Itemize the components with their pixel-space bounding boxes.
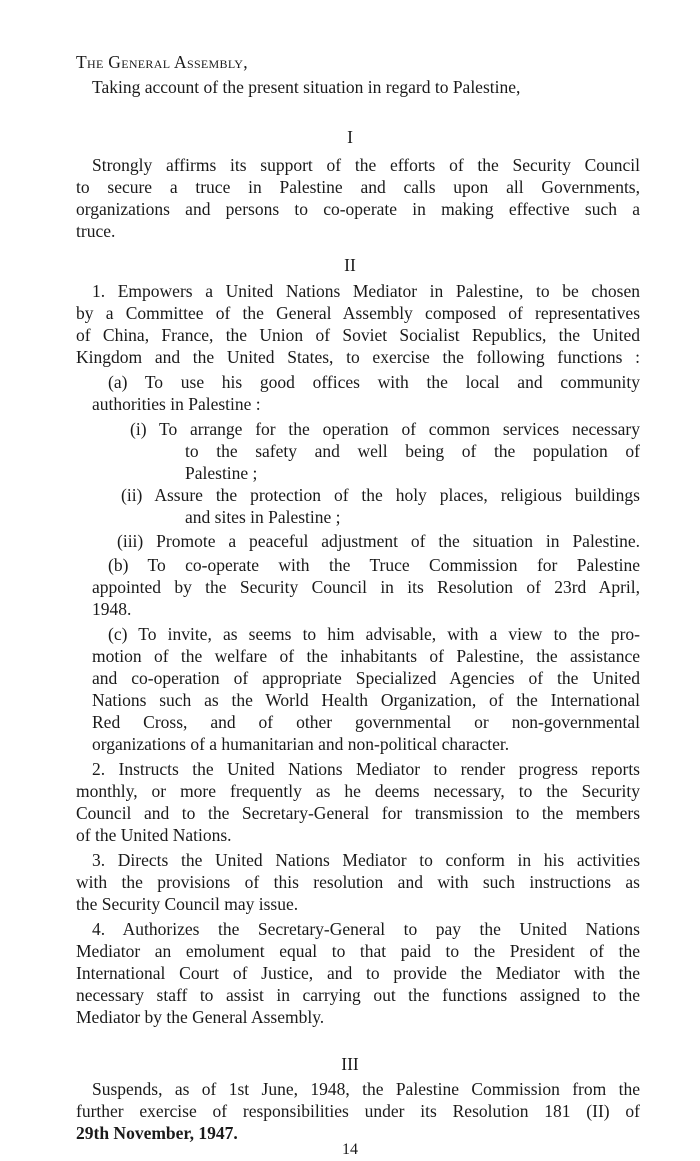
section3-line: 29th November, 1947. bbox=[76, 1123, 238, 1143]
subclause-i-line: to the safety and well being of the population of bbox=[185, 441, 640, 461]
clause-c-line: organizations of a humanitarian and non-political character. bbox=[92, 734, 510, 754]
section-numeral-2: II bbox=[344, 255, 356, 275]
para3-line: the Security Council may issue. bbox=[76, 894, 299, 914]
preamble: Taking account of the present situation in regard to Palestine, bbox=[92, 77, 521, 97]
page-number: 14 bbox=[342, 1141, 358, 1158]
clause-c-line: Nations such as the World Health Organization, of the International bbox=[92, 690, 640, 710]
clause-b-line: appointed by the Security Council in its Resolution of 23rd April, bbox=[92, 577, 640, 597]
section1-line: organizations and persons to co-operate in making effective such a bbox=[76, 199, 640, 219]
para4-line: Mediator by the General Assembly. bbox=[76, 1007, 325, 1027]
para1-line: Kingdom and the United States, to exercise the following functions : bbox=[76, 347, 640, 367]
section1-line: Strongly affirms its support of the efforts of the Security Council bbox=[92, 155, 640, 175]
clause-c-line: and co-operation of appropriate Specialized Agencies of the United bbox=[92, 668, 640, 688]
para1-line: 1. Empowers a United Nations Mediator in Palestine, to be chosen bbox=[92, 281, 640, 301]
para4-line: International Court of Justice, and to provide the Mediator with the bbox=[76, 963, 640, 983]
clause-b-line: 1948. bbox=[92, 599, 132, 619]
para3-line: 3. Directs the United Nations Mediator to conform in his activities bbox=[92, 850, 640, 870]
subclause-i-line: Palestine ; bbox=[185, 463, 258, 483]
para4-line: necessary staff to assist in carrying out the functions assigned to the bbox=[76, 985, 640, 1005]
heading: The General Assembly, bbox=[76, 52, 248, 72]
subclause-iii-line: (iii) Promote a peaceful adjustment of the situation in Palestine. bbox=[117, 531, 640, 551]
section-numeral-1: I bbox=[347, 127, 353, 147]
section1-line: to secure a truce in Palestine and calls upon all Governments, bbox=[76, 177, 640, 197]
para4-line: 4. Authorizes the Secretary-General to pay the United Nations bbox=[92, 919, 640, 939]
clause-c-line: Red Cross, and of other governmental or non-governmental bbox=[92, 712, 640, 732]
section3-line: further exercise of responsibilities under its Resolution 181 (II) of bbox=[76, 1101, 640, 1121]
para1-line: of China, France, the Union of Soviet Socialist Republics, the United bbox=[76, 325, 640, 345]
para2-line: 2. Instructs the United Nations Mediator to render progress reports bbox=[92, 759, 640, 779]
para2-line: Council and to the Secretary-General for transmission to the members bbox=[76, 803, 640, 823]
para3-line: with the provisions of this resolution and with such instructions as bbox=[76, 872, 640, 892]
section-numeral-3: III bbox=[341, 1054, 359, 1074]
para2-line: monthly, or more frequently as he deems necessary, to the Security bbox=[76, 781, 640, 801]
subclause-i-line: (i) To arrange for the operation of common services necessary bbox=[130, 419, 640, 439]
clause-c-line: motion of the welfare of the inhabitants of Palestine, the assistance bbox=[92, 646, 640, 666]
clause-b-line: (b) To co-operate with the Truce Commission for Palestine bbox=[108, 555, 640, 575]
clause-a-line: authorities in Palestine : bbox=[92, 394, 261, 414]
para4-line: Mediator an emolument equal to that paid to the President of the bbox=[76, 941, 640, 961]
para1-line: by a Committee of the General Assembly composed of representatives bbox=[76, 303, 640, 323]
subclause-ii-line: (ii) Assure the protection of the holy places, religious buildings bbox=[121, 485, 640, 505]
section1-line: truce. bbox=[76, 221, 116, 241]
para2-line: of the United Nations. bbox=[76, 825, 232, 845]
subclause-ii-line: and sites in Palestine ; bbox=[185, 507, 341, 527]
section3-line: Suspends, as of 1st June, 1948, the Palestine Commission from the bbox=[92, 1079, 640, 1099]
clause-a-line: (a) To use his good offices with the local and community bbox=[108, 372, 640, 392]
clause-c-line: (c) To invite, as seems to him advisable, with a view to the pro- bbox=[108, 624, 640, 644]
